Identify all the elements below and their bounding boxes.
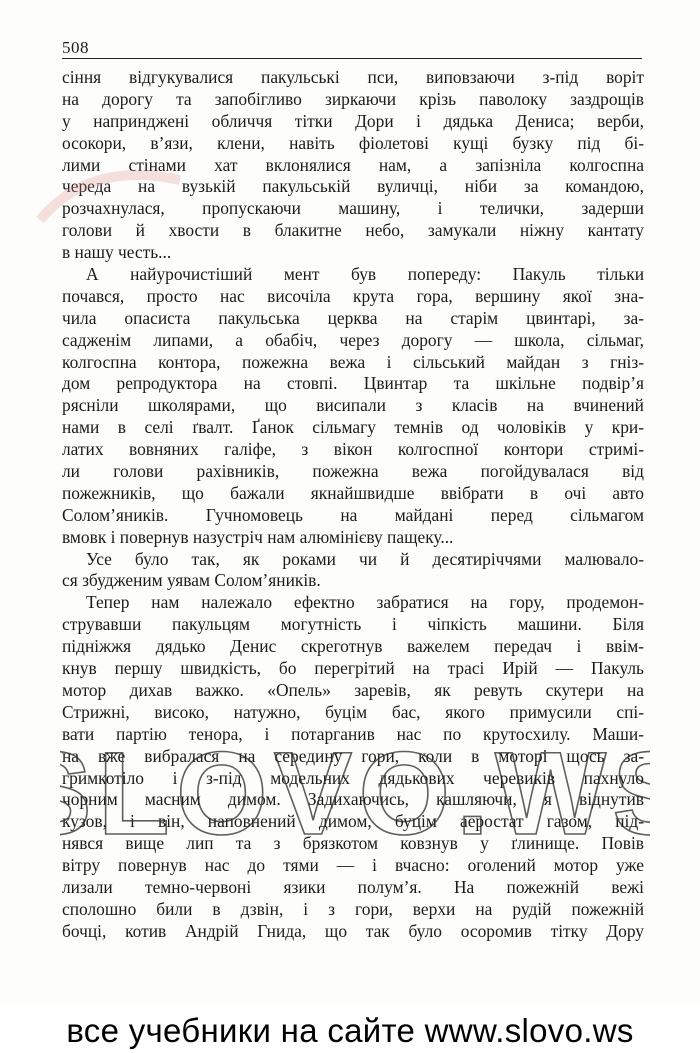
header-rule — [62, 58, 642, 59]
text-line: мотор дихав важко. «Опель» заревів, як ревуть скутери на — [62, 679, 644, 700]
text-line: чила опасиста пакульська церква на старім цвинтарі, за- — [62, 307, 644, 328]
text-line: на дорогу та запобігливо зиркаючи крізь паволоку заздрощів — [62, 88, 644, 109]
text-line: струвавши пакульцям могутність і чіпкість машини. Біля — [62, 614, 644, 635]
text-line: пожежників, що бажали якнайшвидше ввібрати в очі авто — [62, 482, 644, 503]
watermark-text: LOVO.W — [97, 742, 613, 852]
text-line: вати партію тенора, і потарганив нас по крутосхилу. Маши- — [62, 723, 644, 744]
body-text — [62, 67, 644, 943]
text-line: підніжжя дядько Денис скреготнув важелем передач і ввім- — [62, 636, 644, 657]
text-line: Солом’яників. Гучномовець на майдані перед сільмагом — [62, 504, 644, 525]
page-number: 508 — [62, 38, 89, 57]
text-line: череда на вузькій пакульській вуличці, ніби за командою, — [62, 176, 644, 197]
text-line: сполошно били в дзвін, і з гори, верхи на рудій пожежній — [62, 898, 644, 919]
text-line: ся збудженим уявам Солом’яників. — [62, 570, 321, 591]
text-line: Стрижні, високо, натужно, буцім бас, якого примусили спі- — [62, 701, 644, 722]
text-line: у напринджені обличчя тітки Дори і дядька Дениса; верби, — [62, 110, 644, 131]
text-line: садженім липами, а обабіч, через дорогу — школа, сільмаг, — [62, 329, 644, 350]
text-line: бочці, котив Андрій Гнида, що так було осоромив тітку Дору — [62, 920, 644, 941]
text-line: розчахнулася, пропускаючи машину, і телички, задерши — [62, 198, 644, 219]
text-line: дом репродуктора на стовпі. Цвинтар та шкільне подвір’я — [62, 373, 644, 394]
text-line: А найурочистіший мент був попереду: Пакуль тільки — [86, 264, 644, 285]
text-line: кузов, і він, наповнений димом, буцім аеростат газом, під- — [62, 811, 644, 832]
text-line: лизали темно-червоні язики полум’я. На пожежній вежі — [62, 876, 644, 897]
footer-banner — [0, 1005, 700, 1053]
text-line: латих вовняних галіфе, з вікон колгоспної контори стримі- — [62, 439, 644, 460]
text-line: голови й хвости в блакитне небо, замукали ніжну кантату — [62, 220, 644, 241]
text-line: кнув першу швидкість, бо перегрітий на трасі Ирій — Пакуль — [62, 658, 644, 679]
text-line: рясніли школярами, що висипали з класів на вчинений — [62, 395, 644, 416]
text-line: осокори, в’язи, клени, навіть фіолетові кущі бузку під бі- — [62, 132, 644, 153]
text-line: нявся вище лип та з брязкотом ковзнув у ґлинище. Повів — [62, 833, 644, 854]
text-line: нами в селі ґвалт. Ґанок сільмагу темнів од чоловіків у кри- — [62, 417, 644, 438]
text-line: на вже вибралася на середину гори, коли в моторі щось за- — [62, 745, 644, 766]
text-line: Тепер нам належало ефектно забратися на гору, продемон- — [86, 592, 644, 613]
text-line: чорним масним димом. Задихаючись, кашляючи, я віднутив — [62, 789, 644, 810]
text-line: в нашу честь... — [62, 242, 172, 263]
text-line: вмовк і повернув назустріч нам алюмінієву пащеку... — [62, 526, 454, 547]
footer-banner-text: все учебники на сайте www.slovo.ws — [66, 1012, 634, 1049]
text-line: Усе було так, як роками чи й десятиріччями малювало- — [86, 548, 644, 569]
text-line: лими стінами хат вклонялися нам, а запізніла колгоспна — [62, 154, 644, 175]
text-line: ли голови рахівників, пожежна вежа погойдувалася від — [62, 461, 644, 482]
text-line: колгоспна контора, пожежна вежа і сільський майдан з гніз- — [62, 351, 644, 372]
page-header — [62, 38, 642, 62]
text-line: почався, просто нас височіла крута гора, вершину якої зна- — [62, 285, 644, 306]
text-line: гримкотіло і з-під модельних дядькових черевиків пахнуло — [62, 767, 644, 788]
text-line: вітру повернув нас до тями — і вчасно: оголений мотор уже — [62, 855, 644, 876]
text-line: сіння відгукувалися пакульські пси, виповзаючи з-під воріт — [62, 67, 644, 87]
